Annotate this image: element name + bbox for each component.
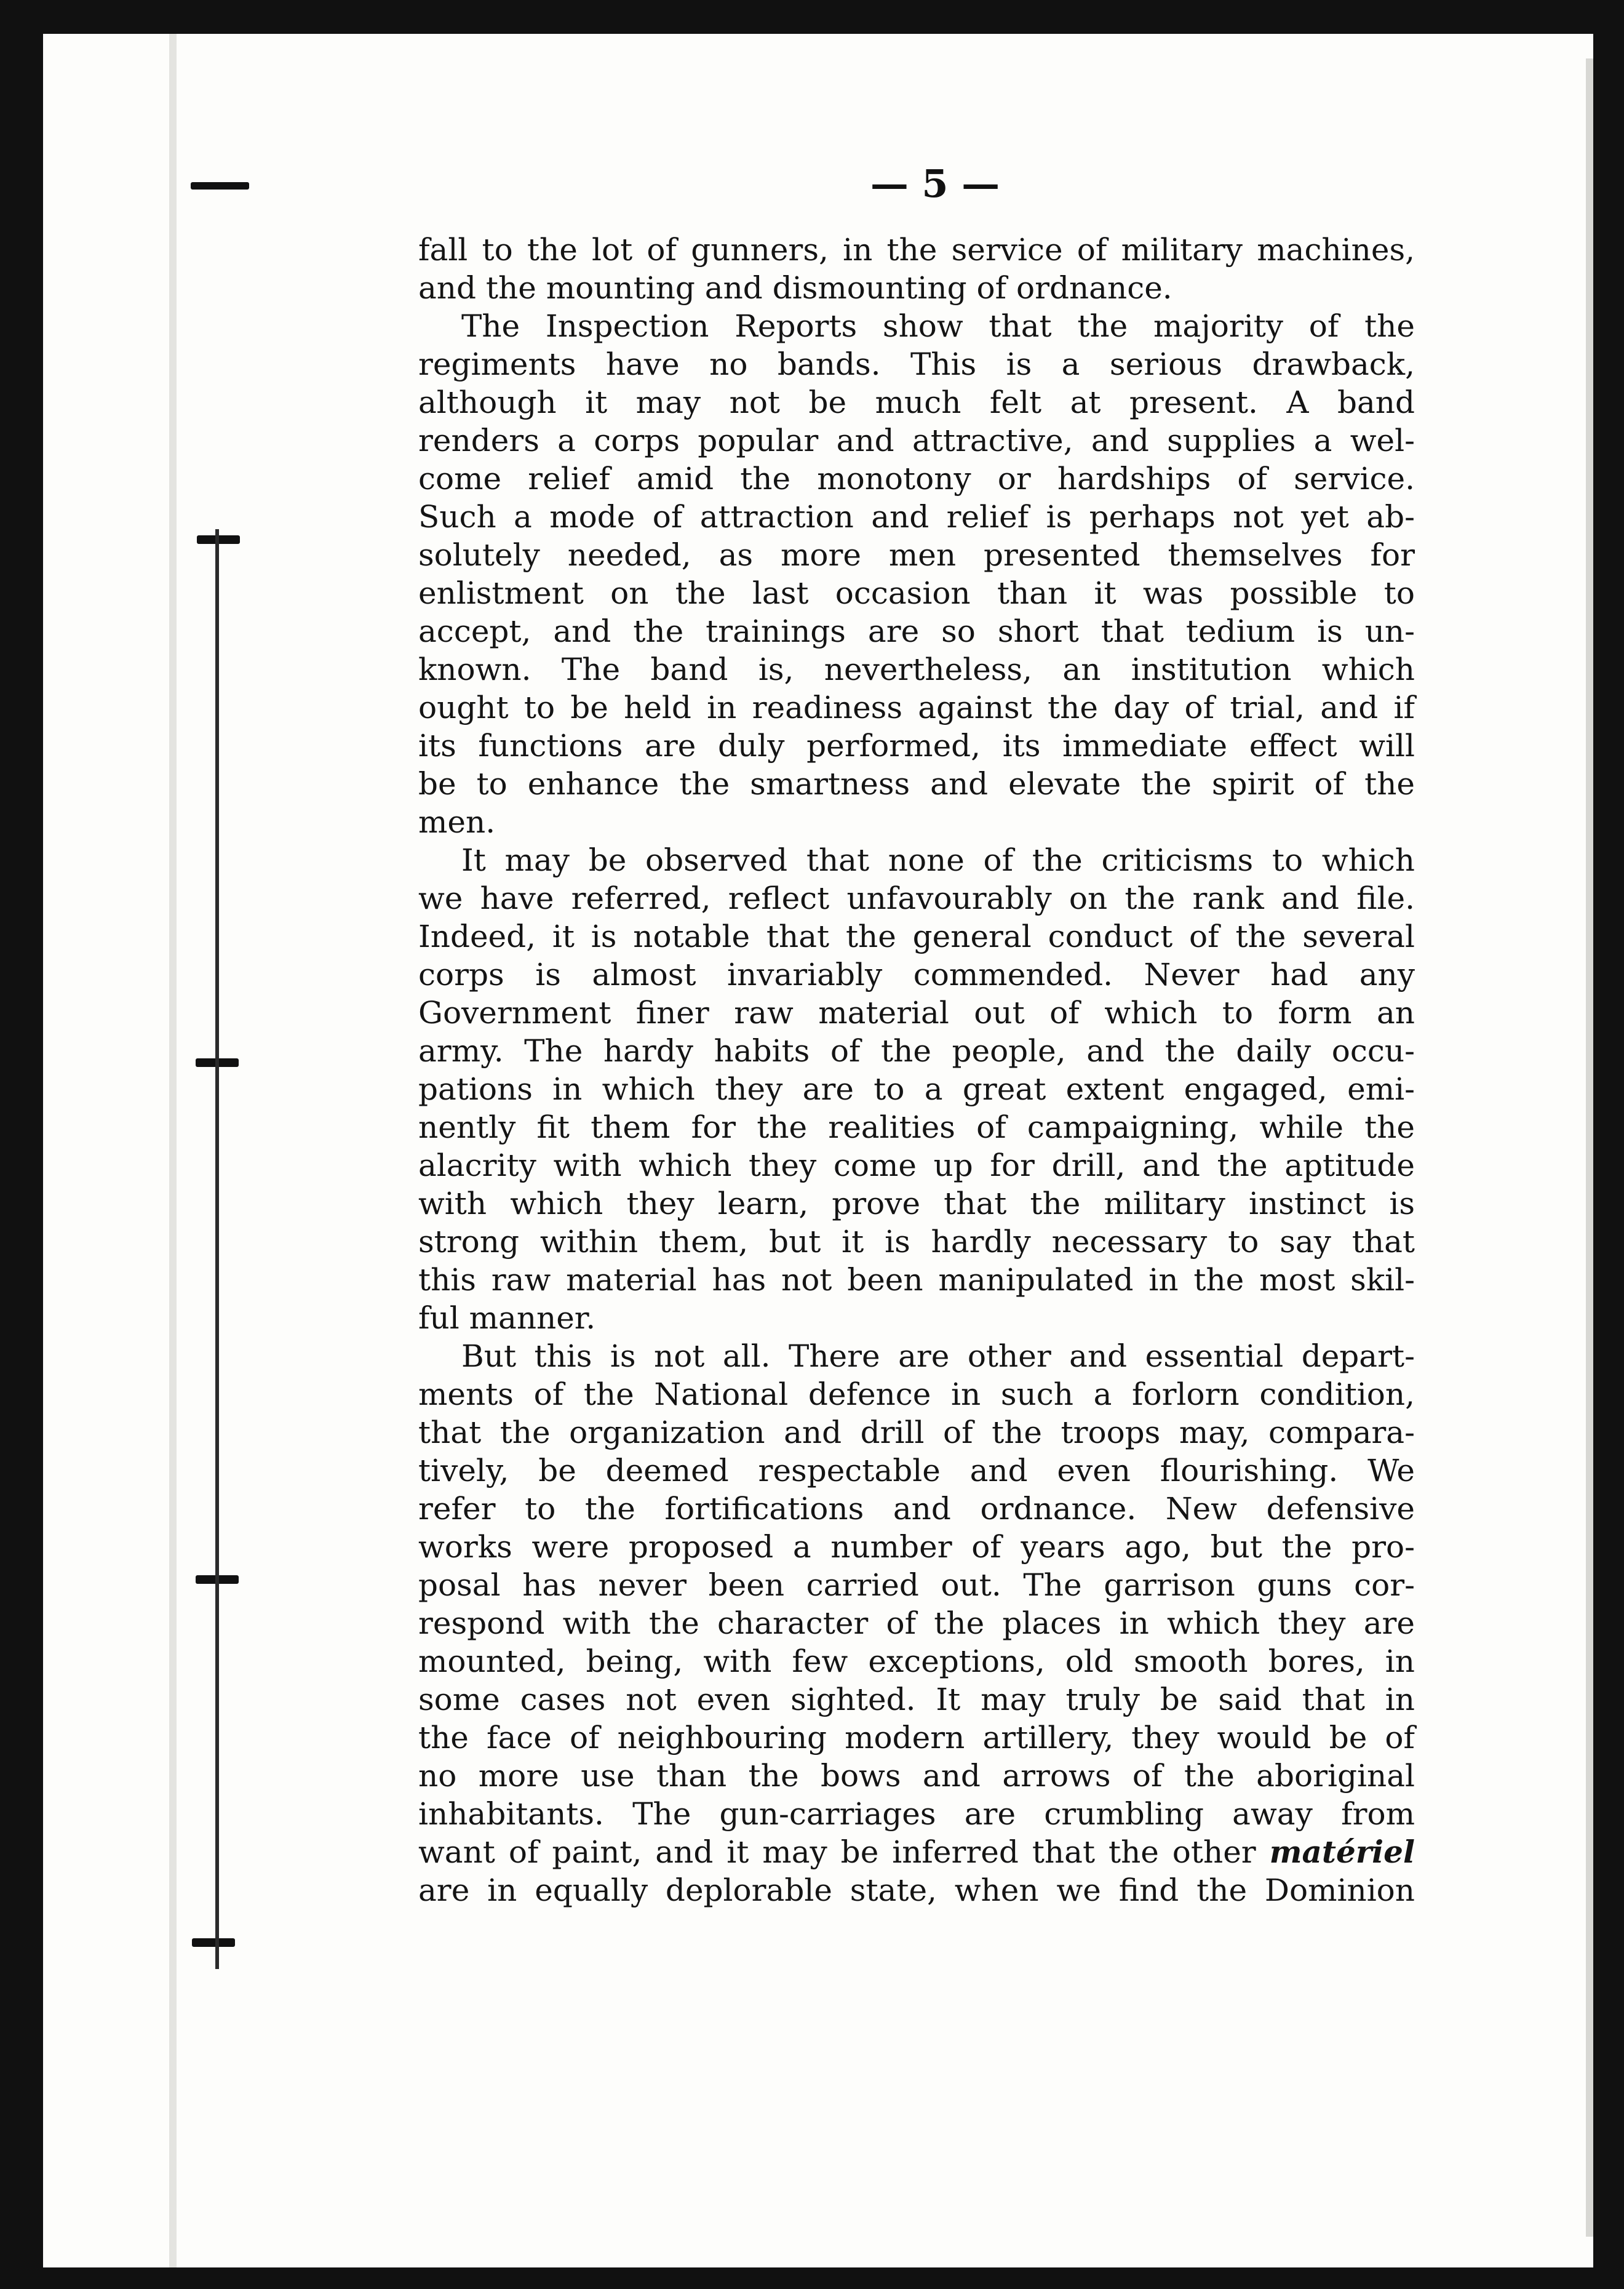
body-text [418, 231, 1415, 1909]
text-line: strong within them, but it is hardly necessary to say that [418, 1224, 1415, 1260]
page-edge [1586, 58, 1593, 2237]
text-line: refer to the fortifications and ordnance. New defensive [418, 1491, 1415, 1527]
text-line: no more use than the bows and arrows of the aboriginal [418, 1758, 1415, 1794]
text-line: ought to be held in readiness against the day of trial, and if [418, 690, 1415, 725]
text-line: its functions are duly performed, its immediate effect will [418, 728, 1415, 764]
text-line: ments of the National defence in such a forlorn condition, [418, 1376, 1415, 1412]
text-line: men. [418, 804, 496, 840]
text-line: respond with the character of the places in which they are [418, 1605, 1415, 1641]
text-line: renders a corps popular and attractive, and supplies a wel- [418, 423, 1415, 458]
text-line: solutely needed, as more men presented themselves for [418, 537, 1415, 573]
text-line: regiments have no bands. This is a serious drawback, [418, 346, 1415, 382]
text-line: posal has never been carried out. The garrison guns cor- [418, 1567, 1415, 1603]
text-segment: want of paint, and it may be inferred that the other [418, 1834, 1256, 1870]
text-line: we have referred, reflect unfavourably on the rank and file. [418, 881, 1415, 916]
text-line: inhabitants. The gun-carriages are crumbling away from [418, 1796, 1415, 1832]
text-line: tively, be deemed respectable and even flourishing. We [418, 1453, 1415, 1488]
text-line: The Inspection Reports show that the majority of the [461, 308, 1415, 344]
binding-gutter [169, 34, 177, 2267]
text-line: ful manner. [418, 1300, 596, 1336]
text-line: nently fit them for the realities of campaigning, while the [418, 1109, 1415, 1145]
text-line: this raw material has not been manipulated in the most skil- [418, 1262, 1415, 1298]
text-line: Such a mode of attraction and relief is perhaps not yet ab- [418, 499, 1415, 535]
text-line: alacrity with which they come up for drill, and the aptitude [418, 1148, 1415, 1183]
text-line: with which they learn, prove that the military instinct is [418, 1186, 1415, 1221]
text-line: although it may not be much felt at present. A band [418, 385, 1415, 420]
binding-mark [192, 1938, 235, 1947]
text-line: be to enhance the smartness and elevate the spirit of the [418, 766, 1415, 802]
text-line: Indeed, it is notable that the general conduct of the several [418, 919, 1415, 954]
text-line: and the mounting and dismounting of ordnance. [418, 270, 1172, 306]
text-line: It may be observed that none of the criticisms to which [461, 842, 1415, 878]
text-line: Government finer raw material out of which to form an [418, 995, 1415, 1031]
text-line: the face of neighbouring modern artillery, they would be of [418, 1720, 1415, 1756]
text-line: works were proposed a number of years ago, but the pro- [418, 1529, 1415, 1565]
italic-word: matériel [1269, 1834, 1415, 1870]
page-number: — 5 — [870, 161, 1000, 206]
text-line: army. The hardy habits of the people, and the daily occu- [418, 1033, 1415, 1069]
text-line: mounted, being, with few exceptions, old smooth bores, in [418, 1644, 1415, 1679]
text-line: corps is almost invariably commended. Never had any [418, 957, 1415, 993]
text-line: pations in which they are to a great extent engaged, emi- [418, 1071, 1415, 1107]
text-line-with-italic [418, 1833, 1415, 1871]
binding-stitch [215, 529, 221, 1969]
text-line: some cases not even sighted. It may truly be said that in [418, 1682, 1415, 1717]
text-line: enlistment on the last occasion than it was possible to [418, 575, 1415, 611]
text-line: are in equally deplorable state, when we find the Dominion [418, 1872, 1415, 1908]
text-line: known. The band is, nevertheless, an institution which [418, 652, 1415, 687]
text-line: that the organization and drill of the troops may, compara- [418, 1415, 1415, 1450]
text-line: accept, and the trainings are so short that tedium is un- [418, 613, 1415, 649]
text-line: fall to the lot of gunners, in the service of military machines, [418, 232, 1415, 268]
text-line: But this is not all. There are other and essential depart- [461, 1338, 1415, 1374]
text-line: come relief amid the monotony or hardships of service. [418, 461, 1415, 497]
